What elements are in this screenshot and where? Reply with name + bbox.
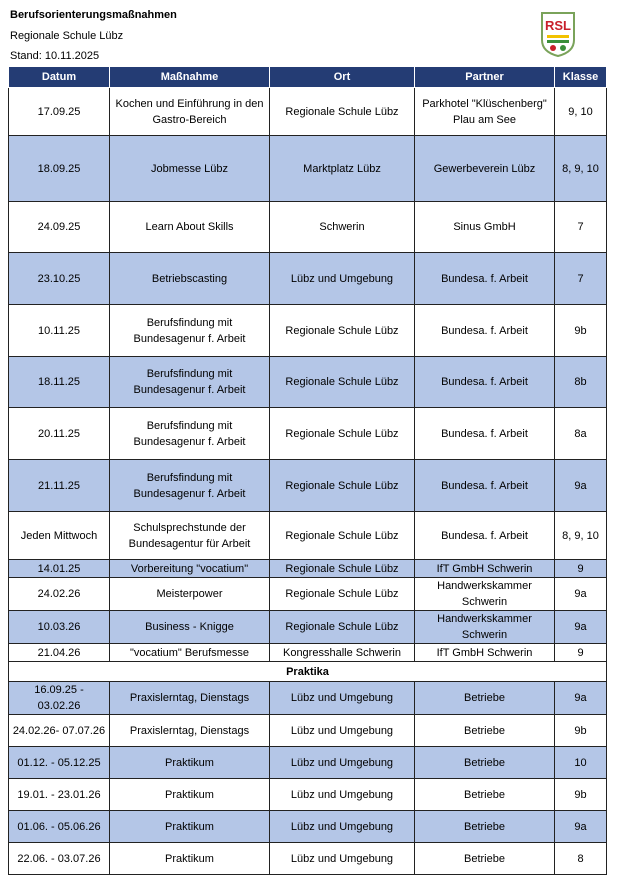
- cell-partner: Bundesa. f. Arbeit: [415, 460, 555, 512]
- school-name: Regionale Schule Lübz: [10, 30, 124, 42]
- cell-ort: Lübz und Umgebung: [270, 811, 415, 843]
- col-datum: Datum: [9, 67, 110, 88]
- cell-datum: Jeden Mittwoch: [9, 512, 110, 560]
- cell-klasse: 9a: [555, 578, 607, 611]
- cell-partner: Handwerkskammer Schwerin: [415, 578, 555, 611]
- table-row: [9, 202, 607, 253]
- cell-partner: Bundesa. f. Arbeit: [415, 512, 555, 560]
- cell-partner: Betriebe: [415, 811, 555, 843]
- cell-klasse: 9a: [555, 682, 607, 715]
- cell-klasse: 8, 9, 10: [555, 136, 607, 202]
- cell-klasse: 7: [555, 253, 607, 305]
- table-header: [9, 67, 607, 88]
- cell-ort: Lübz und Umgebung: [270, 747, 415, 779]
- table-row: [9, 305, 607, 357]
- table-row: [9, 136, 607, 202]
- cell-klasse: 9a: [555, 811, 607, 843]
- table-row: [9, 357, 607, 408]
- cell-partner: Bundesa. f. Arbeit: [415, 357, 555, 408]
- cell-datum: 20.11.25: [9, 408, 110, 460]
- cell-massnahme: Praktikum: [110, 747, 270, 779]
- cell-partner: Betriebe: [415, 843, 555, 875]
- cell-ort: Kongresshalle Schwerin: [270, 644, 415, 662]
- cell-massnahme: Praktikum: [110, 811, 270, 843]
- cell-massnahme: Praktikum: [110, 843, 270, 875]
- cell-massnahme: Betriebscasting: [110, 253, 270, 305]
- cell-datum: 14.01.25: [9, 560, 110, 578]
- cell-ort: Regionale Schule Lübz: [270, 560, 415, 578]
- cell-partner: Betriebe: [415, 779, 555, 811]
- cell-partner: Parkhotel "Klüschenberg" Plau am See: [415, 88, 555, 136]
- cell-datum: 22.06. - 03.07.26: [9, 843, 110, 875]
- cell-partner: Betriebe: [415, 747, 555, 779]
- section-praktika: Praktika: [9, 662, 607, 682]
- cell-massnahme: Schulsprechstunde der Bundesagentur für Arbeit: [110, 512, 270, 560]
- cell-massnahme: Berufsfindung mit Bundesagenur f. Arbeit: [110, 357, 270, 408]
- table-row: [9, 682, 607, 715]
- schedule-table: [8, 66, 607, 875]
- cell-datum: 10.11.25: [9, 305, 110, 357]
- cell-datum: 21.04.26: [9, 644, 110, 662]
- cell-massnahme: Praktikum: [110, 779, 270, 811]
- cell-datum: 24.09.25: [9, 202, 110, 253]
- logo-text: RSL: [545, 18, 571, 33]
- cell-datum: 18.09.25: [9, 136, 110, 202]
- cell-datum: 24.02.26- 07.07.26: [9, 715, 110, 747]
- cell-ort: Lübz und Umgebung: [270, 843, 415, 875]
- cell-partner: Gewerbeverein Lübz: [415, 136, 555, 202]
- cell-massnahme: Berufsfindung mit Bundesagenur f. Arbeit: [110, 460, 270, 512]
- cell-partner: Bundesa. f. Arbeit: [415, 253, 555, 305]
- cell-ort: Regionale Schule Lübz: [270, 357, 415, 408]
- cell-klasse: 9a: [555, 611, 607, 644]
- school-logo: [539, 10, 577, 57]
- cell-klasse: 9: [555, 560, 607, 578]
- cell-ort: Regionale Schule Lübz: [270, 408, 415, 460]
- cell-ort: Regionale Schule Lübz: [270, 88, 415, 136]
- cell-partner: Handwerkskammer Schwerin: [415, 611, 555, 644]
- stand-date: Stand: 10.11.2025: [10, 50, 100, 62]
- cell-massnahme: "vocatium" Berufsmesse: [110, 644, 270, 662]
- cell-partner: Bundesa. f. Arbeit: [415, 408, 555, 460]
- cell-datum: 01.12. - 05.12.25: [9, 747, 110, 779]
- cell-ort: Regionale Schule Lübz: [270, 512, 415, 560]
- table-row: [9, 578, 607, 611]
- cell-ort: Regionale Schule Lübz: [270, 460, 415, 512]
- cell-ort: Regionale Schule Lübz: [270, 611, 415, 644]
- cell-massnahme: Kochen und Einführung in den Gastro-Bereich: [110, 88, 270, 136]
- cell-massnahme: Vorbereitung "vocatium": [110, 560, 270, 578]
- cell-klasse: 9, 10: [555, 88, 607, 136]
- table-row: [9, 779, 607, 811]
- cell-massnahme: Praxislerntag, Dienstags: [110, 715, 270, 747]
- cell-klasse: 9b: [555, 715, 607, 747]
- cell-ort: Schwerin: [270, 202, 415, 253]
- cell-partner: IfT GmbH Schwerin: [415, 560, 555, 578]
- table-row: [9, 715, 607, 747]
- cell-klasse: 9b: [555, 779, 607, 811]
- cell-datum: 01.06. - 05.06.26: [9, 811, 110, 843]
- cell-ort: Regionale Schule Lübz: [270, 578, 415, 611]
- table-row: [9, 560, 607, 578]
- cell-ort: Lübz und Umgebung: [270, 779, 415, 811]
- cell-partner: IfT GmbH Schwerin: [415, 644, 555, 662]
- col-massnahme: Maßnahme: [110, 67, 270, 88]
- cell-datum: 18.11.25: [9, 357, 110, 408]
- cell-datum: 19.01. - 23.01.26: [9, 779, 110, 811]
- cell-datum: 24.02.26: [9, 578, 110, 611]
- cell-datum: 21.11.25: [9, 460, 110, 512]
- cell-klasse: 9a: [555, 460, 607, 512]
- cell-datum: 16.09.25 - 03.02.26: [9, 682, 110, 715]
- cell-datum: 17.09.25: [9, 88, 110, 136]
- cell-ort: Marktplatz Lübz: [270, 136, 415, 202]
- section-row: [9, 662, 607, 682]
- cell-massnahme: Learn About Skills: [110, 202, 270, 253]
- cell-ort: Regionale Schule Lübz: [270, 305, 415, 357]
- table-row: [9, 611, 607, 644]
- col-klasse: Klasse: [555, 67, 607, 88]
- cell-partner: Bundesa. f. Arbeit: [415, 305, 555, 357]
- table-row: [9, 253, 607, 305]
- cell-massnahme: Meisterpower: [110, 578, 270, 611]
- cell-klasse: 9b: [555, 305, 607, 357]
- cell-datum: 10.03.26: [9, 611, 110, 644]
- cell-partner: Betriebe: [415, 715, 555, 747]
- cell-klasse: 8: [555, 843, 607, 875]
- table-row: [9, 460, 607, 512]
- cell-klasse: 8b: [555, 357, 607, 408]
- col-partner: Partner: [415, 67, 555, 88]
- cell-massnahme: Jobmesse Lübz: [110, 136, 270, 202]
- cell-datum: 23.10.25: [9, 253, 110, 305]
- table-row: [9, 512, 607, 560]
- table-row: [9, 408, 607, 460]
- cell-klasse: 10: [555, 747, 607, 779]
- table-row: [9, 811, 607, 843]
- cell-klasse: 8a: [555, 408, 607, 460]
- cell-ort: Lübz und Umgebung: [270, 682, 415, 715]
- cell-massnahme: Business - Knigge: [110, 611, 270, 644]
- table-row: [9, 88, 607, 136]
- cell-massnahme: Berufsfindung mit Bundesagenur f. Arbeit: [110, 408, 270, 460]
- table-row: [9, 843, 607, 875]
- page-title: Berufsorienterungsmaßnahmen: [10, 9, 177, 21]
- cell-partner: Betriebe: [415, 682, 555, 715]
- cell-klasse: 8, 9, 10: [555, 512, 607, 560]
- cell-massnahme: Praxislerntag, Dienstags: [110, 682, 270, 715]
- cell-klasse: 7: [555, 202, 607, 253]
- table-row: [9, 747, 607, 779]
- cell-massnahme: Berufsfindung mit Bundesagenur f. Arbeit: [110, 305, 270, 357]
- cell-partner: Sinus GmbH: [415, 202, 555, 253]
- table-row: [9, 644, 607, 662]
- cell-ort: Lübz und Umgebung: [270, 253, 415, 305]
- col-ort: Ort: [270, 67, 415, 88]
- cell-ort: Lübz und Umgebung: [270, 715, 415, 747]
- cell-klasse: 9: [555, 644, 607, 662]
